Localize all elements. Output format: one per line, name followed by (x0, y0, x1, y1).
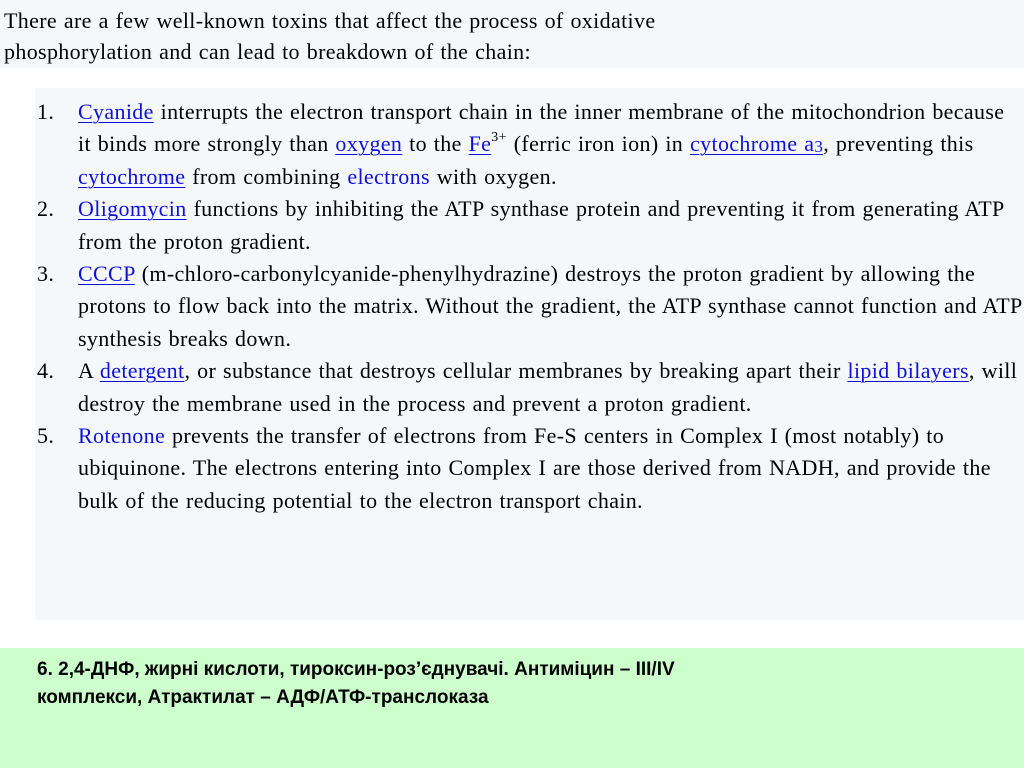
oligomycin-link[interactable]: Oligomycin (78, 196, 187, 222)
lipid-bilayers-link[interactable]: lipid bilayers (847, 358, 969, 384)
oxygen-link[interactable]: oxygen (335, 131, 403, 157)
fe-link[interactable]: Fe (468, 131, 492, 157)
detergent-link[interactable]: detergent (99, 358, 185, 384)
fe-charge-superscript: 3+ (491, 130, 507, 146)
item-text: prevents the transfer of electrons from Fe-S centers in Complex I (most notably) to ubiquinone. The electrons entering into Complex I are those derived from NADH, and provide the bulk of the reducing potential to the electron transport chain. (78, 423, 991, 513)
list-item-oligomycin (35, 193, 1024, 258)
intro-line-1: There are a few well-known toxins that affect the process of oxidative (4, 8, 656, 33)
item-number: 3. (37, 261, 55, 287)
rotenone-link[interactable]: Rotenone (78, 423, 166, 449)
list-item-cccp (35, 258, 1024, 355)
item-text: A (78, 358, 100, 384)
item-text: to the (402, 131, 469, 157)
item-text: (m-chloro-carbonylcyanide-phenylhydrazine) destroys the proton gradient by allowing the protons to flow back into the matrix. Without the gradient, the ATP synthase cannot function and ATP synthesis breaks down. (78, 261, 1022, 351)
item-text: , will destroy the membrane used in the process and prevent a proton gradient. (78, 358, 1018, 416)
cccp-link[interactable]: CCCP (78, 261, 135, 287)
toxin-list (35, 96, 1024, 517)
cytochrome-link[interactable]: cytochrome (78, 163, 186, 189)
item-number: 4. (37, 358, 55, 384)
electrons-link[interactable]: electrons (347, 163, 430, 189)
list-item-cyanide (35, 96, 1024, 193)
note-line-2: комплекси, Атрактилат – АДФ/АТФ-транслоказа (37, 687, 489, 708)
ukrainian-note-text (37, 656, 997, 712)
item-text: (ferric iron ion) in (506, 131, 691, 157)
item-text: from combining (185, 163, 348, 189)
cytochrome-a3-label: cytochrome a (690, 131, 815, 157)
item-number: 2. (37, 196, 55, 222)
item-text: with oxygen. (429, 163, 557, 189)
cytochrome-a3-link[interactable] (690, 131, 823, 156)
item-text: interrupts the electron transport chain in the inner membrane of the mitochondrion because it binds more strongly than (78, 99, 1005, 157)
item-text: , or substance that destroys cellular membranes by breaking apart their (184, 358, 848, 384)
item-number: 1. (37, 99, 55, 124)
cytochrome-a3-subscript: 3 (814, 137, 824, 157)
cyanide-link[interactable]: Cyanide (78, 99, 154, 124)
note-line-1: 6. 2,4-ДНФ, жирні кислоти, тироксин-роз’єднувачі. Антиміцин – ІІІ/IV (37, 659, 675, 680)
item-text: functions by inhibiting the ATP synthase protein and preventing it from generating ATP from the proton gradient. (78, 196, 1004, 254)
ukrainian-note-box (0, 648, 1024, 768)
list-item-rotenone (35, 420, 1024, 517)
toxin-list-panel (35, 88, 1024, 620)
item-text: , preventing this (823, 131, 974, 157)
intro-line-2: phosphorylation and can lead to breakdown of the chain: (4, 39, 531, 64)
intro-paragraph (0, 0, 1024, 68)
item-number: 5. (37, 423, 55, 449)
list-item-detergent (35, 355, 1024, 420)
